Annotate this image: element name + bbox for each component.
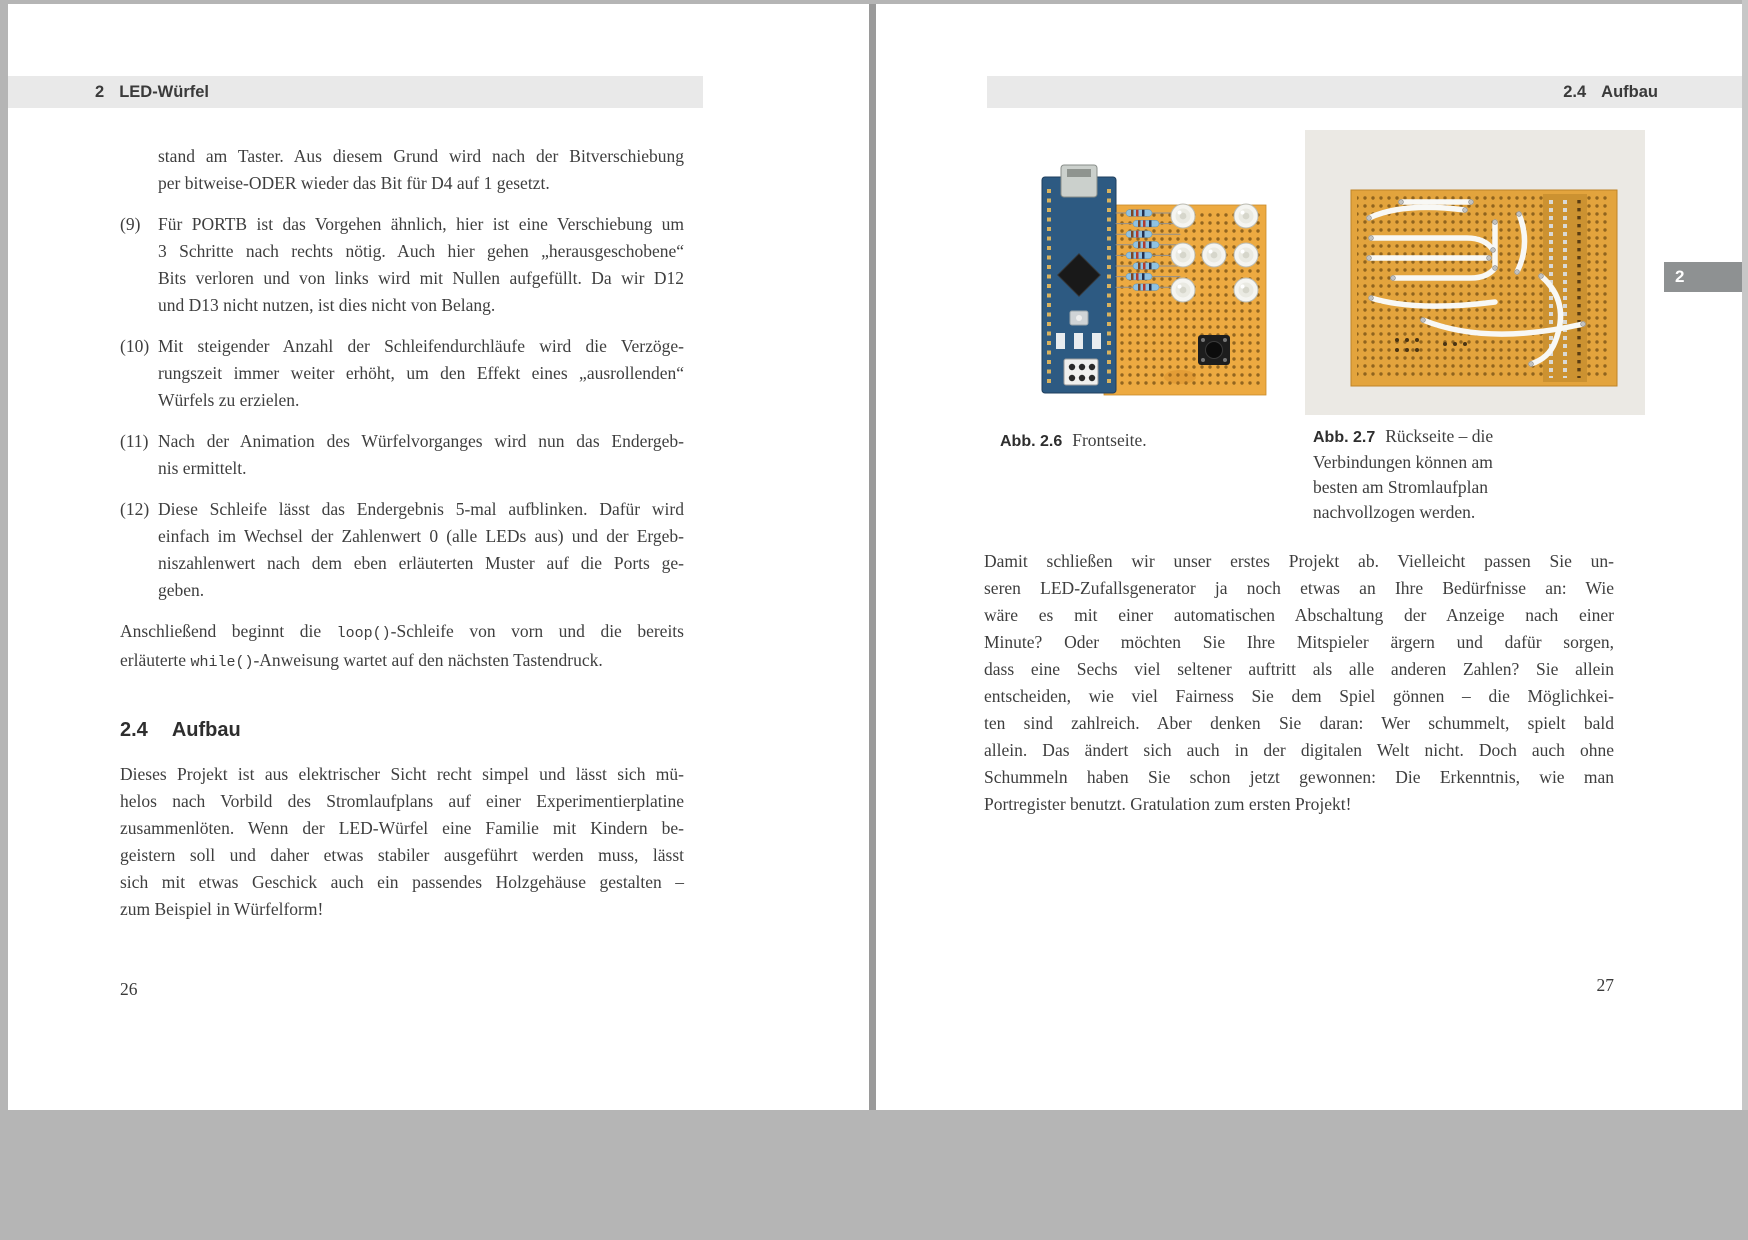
text-line: Nach der Animation des Würfelvorganges wird nun das Endergeb- [158, 431, 684, 451]
caption-line: Abb. 2.7 Rückseite – die [1313, 426, 1494, 446]
list-item [120, 333, 684, 414]
text-line: Schummeln haben Sie schon jetzt gewonnen: Die Erkenntnis, wie man [984, 767, 1614, 787]
section-title: Aufbau [1601, 83, 1658, 101]
list-item-number: (9) [120, 214, 141, 234]
text-line: Minute? Oder möchten Sie Ihre Mitspieler ärgern und dafür sorgen, [984, 632, 1614, 652]
text-line: erläuterte while()-Anweisung wartet auf den nächsten Tastendruck. [120, 650, 603, 671]
figure-label: Abb. 2.6 [1000, 433, 1063, 450]
list-item-text [158, 428, 684, 482]
text-line: rungszeit immer weiter erhöht, um den Effekt eines „ausrollenden“ [158, 363, 684, 383]
text-line: und D13 nicht nutzen, ist dies nicht von Belang. [158, 295, 496, 315]
list-item-number: (10) [120, 336, 150, 356]
left-page [8, 4, 870, 1110]
running-header-right [987, 76, 1742, 108]
left-body-column [120, 143, 684, 937]
text-line: geben. [158, 580, 205, 600]
page-number-left: 26 [120, 979, 138, 999]
text-line: Anschließend beginnt die loop()-Schleife von vorn und die bereits [120, 621, 684, 642]
text-line: zusammenlöten. Wenn der LED-Würfel eine Familie mit Kindern be- [120, 818, 684, 838]
page-number-right: 27 [1596, 975, 1614, 995]
section-title: Aufbau [171, 719, 241, 741]
list-item-number: (12) [120, 499, 150, 519]
section-number: 2.4 [120, 719, 148, 741]
figure-caption-back [1313, 424, 1581, 525]
front-pcb-photo [1030, 163, 1275, 403]
text-line: per bitweise-ODER wieder das Bit für D4 auf 1 gesetzt. [158, 173, 550, 193]
text-line: helos nach Vorbild des Stromlaufplans auf einer Experimentierplatine [120, 791, 684, 811]
text-line: niszahlenwert nach dem eben erläuterten Muster auf die Ports ge- [158, 553, 684, 573]
chapter-thumb-tab: 2 [1664, 262, 1748, 292]
paragraph-continuation [158, 143, 684, 197]
text-line: seren LED-Zufallsgenerator ja noch etwas an Ihre Bedürfnisse an: Wie [984, 578, 1614, 598]
paragraph-closing [120, 618, 684, 676]
text-line: Würfels zu erzielen. [158, 390, 300, 410]
text-line: allein. Das ändert sich auch in der digitalen Welt nicht. Doch auch ohne [984, 740, 1614, 760]
text-line: einfach im Wechsel der Zahlenwert 0 (alle LEDs aus) und der Ergeb- [158, 526, 684, 546]
page-gutter-divider [869, 4, 876, 1110]
push-button [1198, 335, 1230, 365]
list-item [120, 211, 684, 319]
text-line: 3 Schritte nach rechts nötig. Auch hier gehen „herausgeschobene“ [158, 241, 684, 261]
inline-code: while() [190, 654, 254, 671]
text-line: ten sind zahlreich. Aber denken Sie daran: Wer schummelt, spielt bald [984, 713, 1614, 733]
caption-line: besten am Stromlaufplan [1313, 477, 1488, 497]
text-line: dass eine Sechs viel seltener auftritt als alle anderen Zahlen? Sie allein [984, 659, 1614, 679]
text-line: geistern soll und daher etwas stabiler ausgeführt werden muss, lässt [120, 845, 684, 865]
list-item [120, 428, 684, 482]
chapter-number: 2 [95, 83, 105, 101]
text-line: zum Beispiel in Würfelform! [120, 899, 324, 919]
text-line: Diese Schleife lässt das Endergebnis 5-mal aufblinken. Dafür wird [158, 499, 684, 519]
text-line: wäre es mit einer automatischen Abschaltung der Anzeige nach einer [984, 605, 1614, 625]
text-line: sich mit etwas Geschick auch ein passendes Holzgehäuse gestalten – [120, 872, 684, 892]
figure-caption-text: Frontseite. [1072, 430, 1147, 450]
text-line: nis ermittelt. [158, 458, 247, 478]
figure-caption-front [1000, 428, 1320, 454]
section-number: 2.4 [1563, 83, 1587, 101]
list-item-text [158, 496, 684, 604]
page-edge [1742, 0, 1748, 1110]
text-line: Dieses Projekt ist aus elektrischer Sicht recht simpel und lässt sich mü- [120, 764, 684, 784]
text-line: entscheiden, wie viel Fairness Sie dem Spiel gönnen – die Möglichkei- [984, 686, 1614, 706]
list-item-text [158, 211, 684, 319]
inline-code: loop() [336, 625, 391, 642]
numbered-list [120, 211, 684, 604]
caption-line: Verbindungen können am [1313, 452, 1493, 472]
text-line: Portregister benutzt. Gratulation zum ersten Projekt! [984, 794, 1352, 814]
list-item-number: (11) [120, 431, 149, 451]
chapter-title: LED-Würfel [119, 83, 210, 101]
text-line: Für PORTB ist das Vorgehen ähnlich, hier ist eine Verschiebung um [158, 214, 684, 234]
text-line: Bits verloren und von links wird mit Nullen aufgefüllt. Da wir D12 [158, 268, 684, 288]
text-line: stand am Taster. Aus diesem Grund wird nach der Bitverschiebung [158, 146, 684, 166]
figure-label: Abb. 2.7 [1313, 429, 1376, 446]
list-item-text [158, 333, 684, 414]
text-line: Damit schließen wir unser erstes Projekt ab. Vielleicht passen Sie un- [984, 551, 1614, 571]
text-line: Mit steigender Anzahl der Schleifendurchläufe wird die Verzöge- [158, 336, 684, 356]
section-heading [120, 717, 684, 744]
caption-line: nachvollzogen werden. [1313, 502, 1476, 522]
right-body-paragraph [984, 548, 1614, 818]
back-pcb-photo [1305, 130, 1645, 415]
running-header-left [8, 76, 703, 108]
list-item [120, 496, 684, 604]
paragraph-aufbau [120, 761, 684, 923]
